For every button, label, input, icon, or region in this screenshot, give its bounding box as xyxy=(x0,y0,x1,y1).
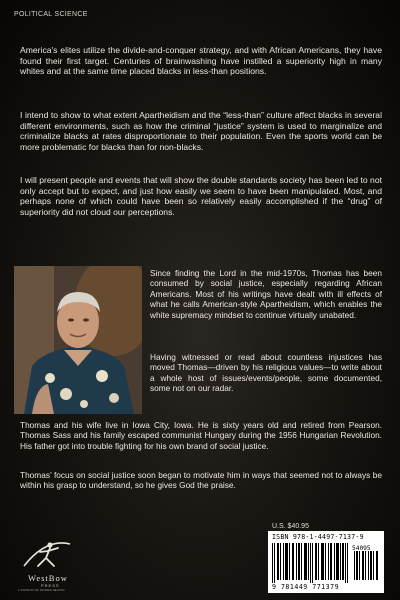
isbn-text: ISBN 978-1-4497-7137-9 xyxy=(272,533,364,541)
ean-number: 9 781449 771379 xyxy=(272,583,340,591)
blurb-paragraph-2: I intend to show to what extent Apartheidism and the “less-than” culture affect blacks in several different environments, such as how the criminal “justice” system is used to marginalize and criminalize blacks at rates disproportionate to their population. Even the sports world can be more problematic for blacks than for non-blacks. xyxy=(20,110,382,152)
blurb-paragraph-3: I will present people and events that will show the double standards society has been led to not only accept but to expect, and just how easily we seem to have been manipulated. Most, and perhaps none of which could have been so relatively easily accomplished if the “drug” of superiority did not cloud our perceptions. xyxy=(20,175,382,217)
barcode xyxy=(268,531,384,593)
author-bio-paragraph-2: Having witnessed or read about countless injustices has moved Thomas—driven by his religious values—to write about a whole host of issues/events/people, some documented, some not on our radar. xyxy=(150,352,382,394)
price-code: 54095 xyxy=(352,545,371,552)
author-bio-paragraph-4: Thomas’ focus on social justice soon began to motivate him in ways that seemed not to always be within his grasp to understand, so he gives God the praise. xyxy=(20,470,382,491)
blurb-paragraph-1: America's elites utilize the divide-and-conquer strategy, and with African Americans, they have found their first target. Centuries of brainwashing have instilled a superiority high in many whites and at the same time placed blacks in less-than positions. xyxy=(20,45,382,77)
author-photo xyxy=(14,266,142,414)
publisher-sub: PRESS xyxy=(41,583,60,588)
category-label: POLITICAL SCIENCE xyxy=(14,11,88,18)
author-bio-paragraph-1: Since finding the Lord in the mid-1970s, Thomas has been consumed by social justice, especially regarding African Americans. Most of his writings have dealt with ill effects of what he calls American-style Apartheidism, which enables the white supremacy mindset to continue virtually unabated. xyxy=(150,268,382,320)
publisher-name: WestBow xyxy=(28,573,68,583)
publisher-tagline: A DIVISION OF THOMAS NELSON xyxy=(18,589,65,592)
author-bio-paragraph-3: Thomas and his wife live in Iowa City, Iowa. He is sixty years old and retired from Pearson. Thomas Sass and his family escaped communist Hungary during the 1956 Hungarian Revolution. His father got into trouble fighting for his own brand of social justice. xyxy=(20,420,382,451)
price-label: U.S. $40.95 xyxy=(272,523,309,530)
westbow-logo-icon xyxy=(16,536,76,592)
